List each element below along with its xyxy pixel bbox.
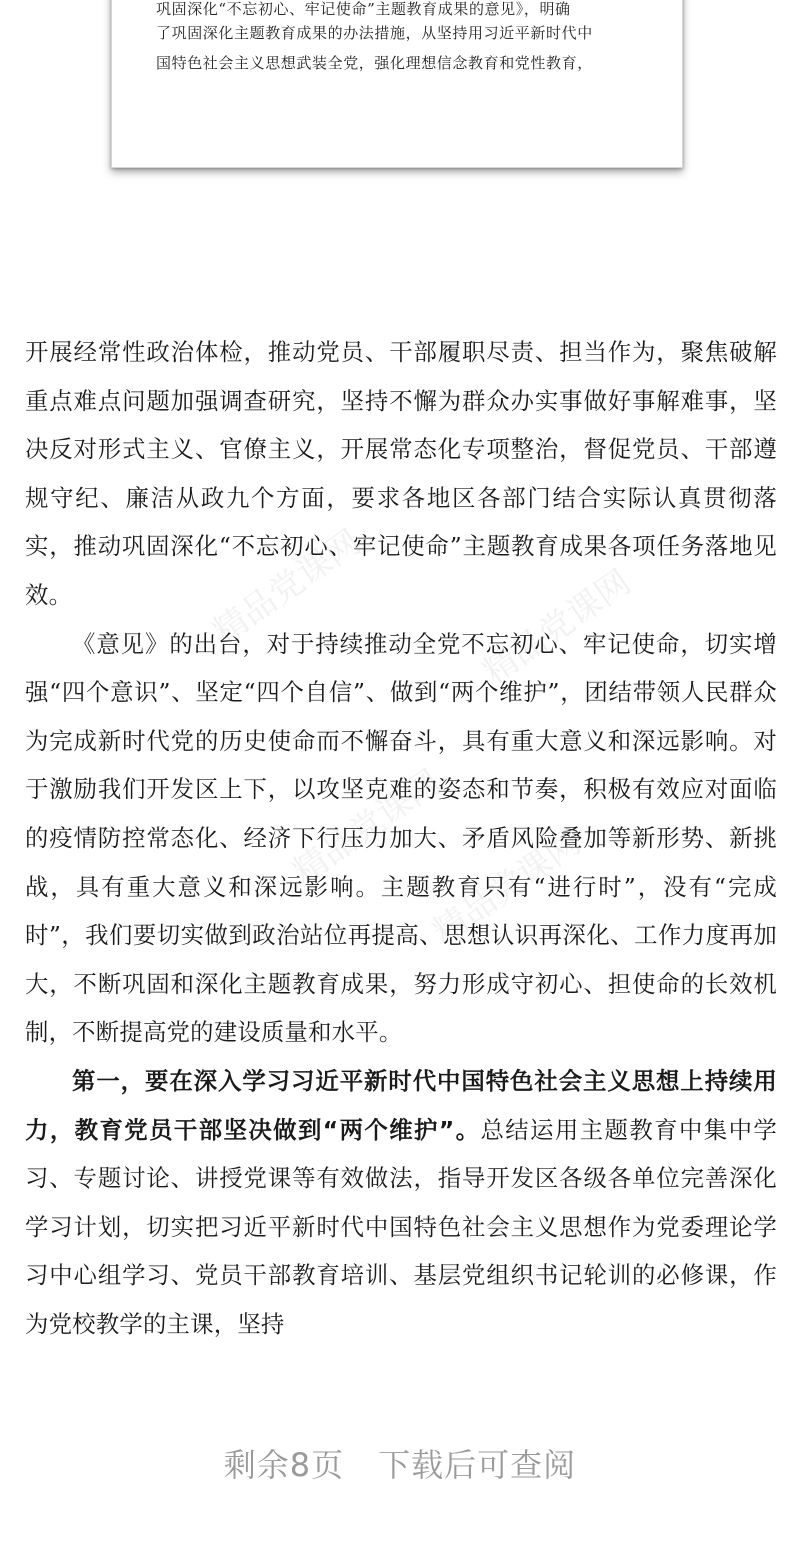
watermark: 精品党课网 [205, 522, 369, 653]
preview-line-1: 巩固深化“不忘初心、牢记使命”主题教育成果的意见》，明确 [156, 0, 571, 18]
paragraph-3-text: 总结运用主题教育中集中学习、专题讨论、讲授党课等有效做法，指导开发区各级各单位完善深化学习计划，切实把习近平新时代中国特色社会主义思想作为党委理论学习中心组学习、党员干部教育培训、基层党组织书记轮训的必修课，作为党校教学的主课，坚持 [25, 1115, 778, 1338]
remaining-pages-label[interactable]: 剩余8页 [223, 1446, 345, 1484]
paragraph-3 [25, 1057, 777, 1349]
download-to-view-label[interactable]: 下载后可查阅 [378, 1446, 577, 1484]
article-body [25, 328, 777, 1348]
preview-line-2: 了巩固深化主题教育成果的办法措施，从坚持用习近平新时代中 [156, 24, 593, 42]
watermark: 精品党课网 [475, 562, 639, 693]
paragraph-3-heading: 第一，要在深入学习习近平新时代中国特色社会主义思想上持续用力，教育党员干部坚决做到“两个维护”。 [25, 1066, 777, 1144]
paragraph-2: 《意见》的出台，对于持续推动全党不忘初心、牢记使命，切实增强“四个意识”、坚定“四个自信”、做到“两个维护”，团结带领人民群众为完成新时代党的历史使命而不懈奋斗，具有重大意义和深远影响。对于激励我们开发区上下，以攻坚克难的姿态和节奏，积极有效应对面临的疫情防控常态化、经济下行压力加大、矛盾风险叠加等新形势、新挑战，具有重大意义和深远影响。主题教育只有“进行时”，没有“完成时”，我们要切实做到政治站位再提高、思想认识再深化、工作力度再加大，不断巩固和深化主题教育成果，努力形成守初心、担使命的长效机制，不断提高党的建设质量和水平。 [25, 629, 777, 1047]
paragraph-1: 开展经常性政治体检，推动党员、干部履职尽责、担当作为，聚焦破解重点难点问题加强调查研究，坚持不懈为群众办实事做好事解难事，坚决反对形式主义、官僚主义，开展常态化专项整治，督促党员、干部遵规守纪、廉洁从政九个方面，要求各地区各部门结合实际认真贯彻落实，推动巩固深化“不忘初心、牢记使命”主题教育成果各项任务落地见效。 [25, 338, 777, 609]
watermark: 精品党课网 [425, 822, 589, 953]
download-prompt[interactable] [0, 1440, 800, 1486]
previous-page-preview [111, 0, 683, 168]
preview-line-3: 国特色社会主义思想武装全党，强化理想信念教育和党性教育， [156, 54, 593, 72]
watermark: 精品党课网 [285, 762, 449, 893]
